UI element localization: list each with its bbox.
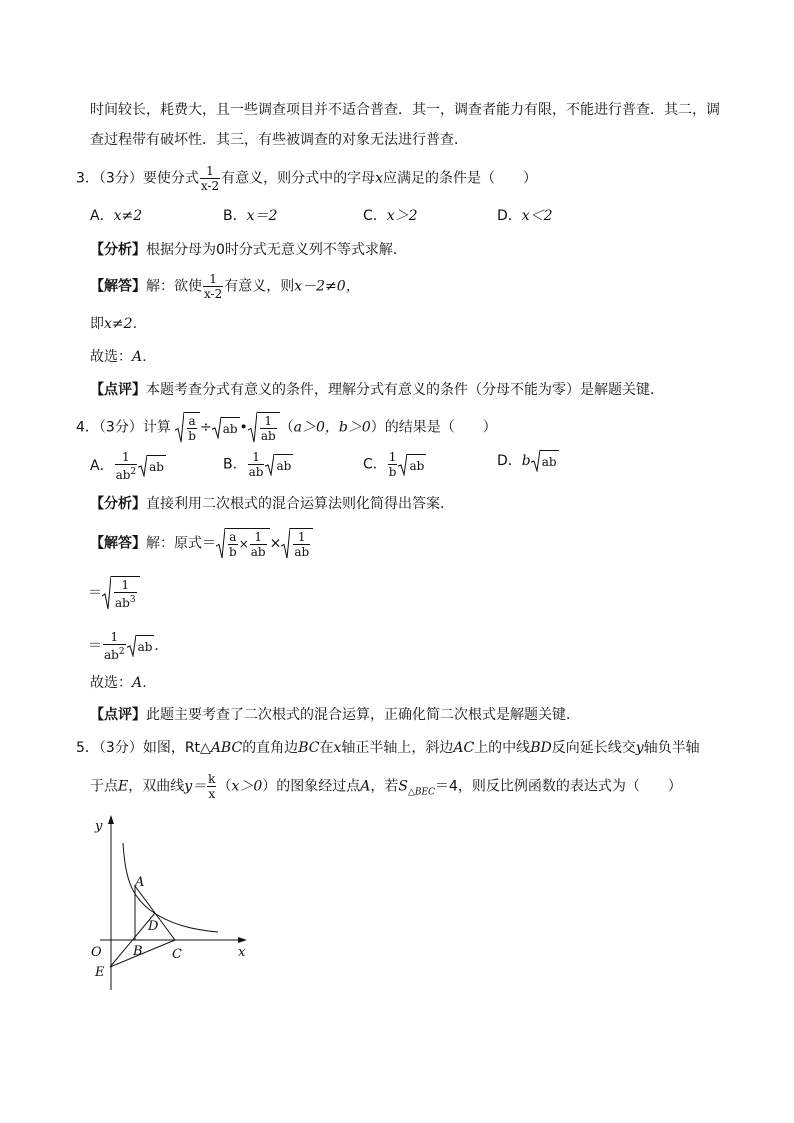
q3-analysis: 【分析】根据分母为0时分式无意义列不等式求解． [90, 242, 407, 258]
label-D: D [148, 919, 159, 934]
intro-line-2: 查过程带有破坏性．其三，有些被调查的对象无法进行普查． [90, 132, 468, 148]
q3-fraction: $\frac{1}{x-2}$ [200, 164, 220, 193]
q4-option-c: C． $\frac{1}{b}$ ab [363, 450, 425, 479]
q4-stem: 4．（3分）计算 $\frac{a}{b}$ ÷ ab • $\frac{1}{ab}$ （a＞0，b＞0）的结果是（ ） [76, 414, 497, 443]
q3-option-c: C．x＞2 [363, 208, 418, 224]
label-C: C [172, 947, 182, 962]
q4-sqrt-1: $\frac{a}{b}$ [175, 412, 200, 443]
label-y: y [95, 819, 103, 834]
q3-option-b: B．x＝2 [223, 208, 278, 224]
q3-stem: 3．（3分）要使分式 $\frac{1}{x-2}$ 有意义，则分式中的字母x应满足的条件是（ ） [76, 164, 537, 193]
q4-comment: 【点评】此题主要考查了二次根式的混合运算，正确化简二次根式是解题关键． [90, 707, 580, 723]
q4-step2: ＝ $\frac{1}{ab^3}$ [88, 576, 140, 610]
q3-choose: 故选：A． [90, 349, 157, 365]
q4-step3: ＝ $\frac{1}{ab^2}$ ab ． [88, 630, 169, 662]
label-O: O [91, 945, 102, 960]
intro-line-1: 时间较长，耗费大，且一些调查项目并不适合普查．其一，调查者能力有限，不能进行普查．其二，调 [90, 102, 720, 118]
label-E: E [95, 965, 105, 980]
q4-sqrt-3: $\frac{1}{ab}$ [248, 412, 280, 443]
q3-step2: 即x≠2． [90, 316, 147, 332]
label-x: x [238, 945, 246, 960]
x-axis-arrow [238, 937, 247, 943]
q5-line-1: 5．（3分）如图，Rt△ABC的直角边BC在x轴正半轴上，斜边AC上的中线BD反向延长线交y轴负半轴 [76, 740, 700, 756]
q4-option-d: D．b ab [497, 450, 559, 472]
label-B: B [133, 944, 143, 959]
q5-figure [88, 812, 268, 992]
q5-line-2: 于点E，双曲线y＝ $\frac{k}{x}$ （x＞0）的图象经过点A，若$S_{\triangle BEC}=4$，则反比例函数的表达式为（ ） [90, 772, 682, 801]
q4-choose: 故选：A． [90, 675, 157, 691]
q4-sqrt-2: ab [212, 417, 240, 439]
y-axis-arrow [108, 815, 114, 824]
q4-option-a: A． $\frac{1}{ab^2}$ ab [90, 450, 164, 482]
q3-option-d: D．x＜2 [497, 208, 553, 224]
q4-option-b: B． $\frac{1}{ab}$ ab [223, 450, 292, 479]
q3-option-a: A．x≠2 [90, 208, 143, 224]
q3-answer: 【解答】解：欲使 $\frac{1}{x-2}$ 有意义，则x－2≠0， [90, 272, 360, 301]
label-A: A [135, 875, 145, 890]
q3-comment: 【点评】本题考查分式有意义的条件，理解分式有意义的条件（分母不能为零）是解题关键． [90, 382, 664, 398]
q4-answer: 【解答】解：原式＝ $\frac{a}{b}$ × $\frac{1}{ab}$ × $\frac{1}{ab}$ [90, 528, 313, 559]
q4-analysis: 【分析】直接利用二次根式的混合运算法则化简得出答案． [90, 496, 454, 512]
